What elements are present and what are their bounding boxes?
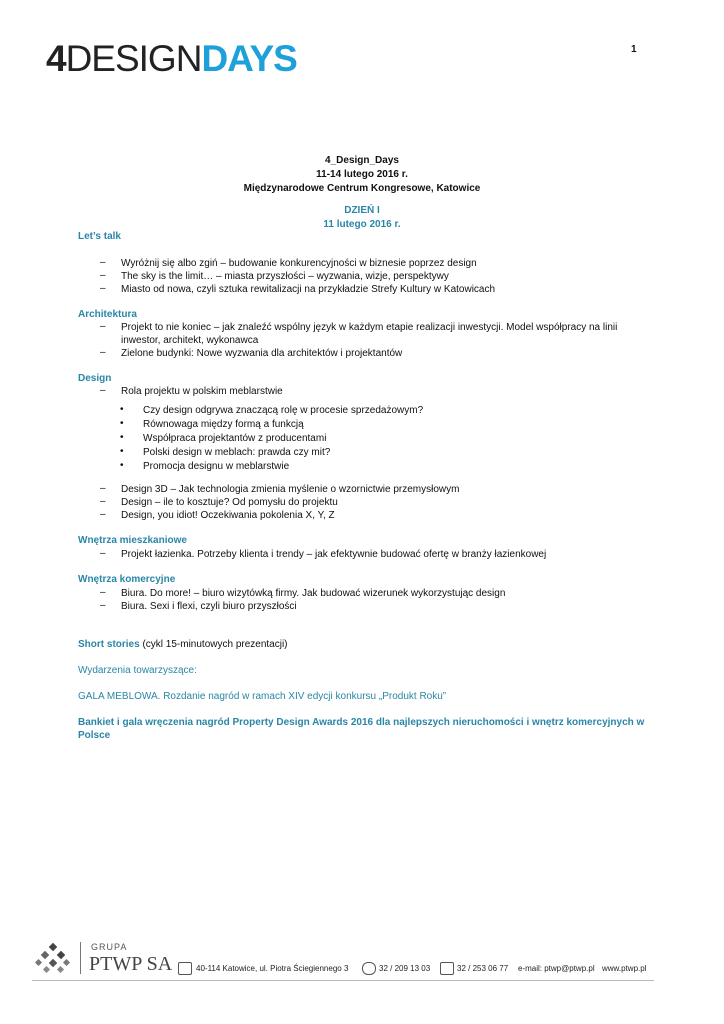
list-item: Design 3D – Jak technologia zmienia myślenie o wzornictwie przemysłowym	[121, 484, 460, 495]
list-item: The sky is the limit… – miasta przyszłości – wyzwania, wizje, perspektywy	[121, 271, 449, 282]
bankiet-line: Bankiet i gala wręczenia nagród Property Design Awards 2016 dla najlepszych nieruchomości i wnętrz komercyjnych w Polsce	[78, 717, 645, 741]
bullet-marker: •	[120, 418, 124, 429]
list-item: Miasto od nowa, czyli sztuka rewitalizacji na przykładzie Strefy Kultury w Katowicach	[121, 284, 496, 295]
short-stories-line	[78, 638, 288, 651]
event-venue: Międzynarodowe Centrum Kongresowe, Katowice	[243, 183, 481, 194]
4designdays-logo: 4DESIGNDAYS	[46, 38, 297, 79]
bullet-item: Polski design w meblach: prawda czy mit?	[143, 447, 331, 458]
dash-marker: –	[100, 600, 106, 611]
dash-marker: –	[100, 548, 106, 559]
footer-fax: 32 / 253 06 77	[457, 964, 509, 973]
side-events-label: Wydarzenia towarzyszące:	[78, 665, 197, 676]
list-item: Design, you idiot! Oczekiwania pokolenia X, Y, Z	[121, 510, 335, 521]
section-title-wnetrza-komercyjne: Wnętrza komercyjne	[78, 574, 176, 585]
section-title-lets-talk: Let’s talk	[78, 231, 121, 242]
short-stories-title: Short stories	[78, 639, 140, 650]
list-item: Biura. Sexi i flexi, czyli biuro przyszłości	[121, 601, 297, 612]
footer-www[interactable]: www.ptwp.pl	[602, 964, 647, 973]
dash-marker: –	[100, 509, 106, 520]
footer-divider	[80, 942, 81, 974]
dash-marker: –	[100, 496, 106, 507]
day-title: DZIEŃ I	[344, 205, 380, 216]
list-item: Projekt to nie koniec – jak znaleźć wspólny język w każdym etapie realizacji inwestycji. Model współpracy na linii inwestor, architekt, wykonawca	[121, 322, 618, 346]
bullet-item: Czy design odgrywa znaczącą rolę w procesie sprzedażowym?	[143, 405, 424, 416]
dash-marker: –	[100, 483, 106, 494]
event-name: 4_Design_Days	[325, 155, 399, 166]
gala-line: GALA MEBLOWA. Rozdanie nagród w ramach XIV edycji konkursu „Produkt Roku”	[78, 691, 447, 702]
bullet-marker: •	[120, 404, 124, 415]
dash-marker: –	[100, 321, 106, 332]
footer-grupa: GRUPA	[91, 942, 128, 952]
day-date: 11 lutego 2016 r.	[323, 219, 401, 230]
section-title-design: Design	[78, 373, 112, 384]
short-stories-note: (cykl 15-minutowych prezentacji)	[139, 639, 288, 650]
list-item: Zielone budynki: Nowe wyzwania dla architektów i projektantów	[121, 348, 403, 359]
bullet-marker: •	[120, 446, 124, 457]
bullet-item: Równowaga między formą a funkcją	[143, 419, 304, 430]
bullet-marker: •	[120, 460, 124, 471]
ptwp-logo-mark-icon	[34, 942, 74, 974]
section-title-wnetrza-mieszkaniowe: Wnętrza mieszkaniowe	[78, 535, 187, 546]
bullet-item: Współpraca projektantów z producentami	[143, 433, 327, 444]
bullet-item: Promocja designu w meblarstwie	[143, 461, 290, 472]
phone-icon	[362, 962, 376, 975]
footer-address: 40-114 Katowice, ul. Piotra Ściegiennego 3	[196, 964, 349, 973]
event-dates: 11-14 lutego 2016 r.	[316, 169, 408, 180]
list-item: Projekt łazienka. Potrzeby klienta i trendy – jak efektywnie budować ofertę w branży łazienkowej	[121, 549, 547, 560]
day-heading	[0, 204, 724, 232]
dash-marker: –	[100, 257, 106, 268]
dash-marker: –	[100, 270, 106, 281]
list-item: Rola projektu w polskim meblarstwie	[121, 386, 283, 397]
mail-icon	[178, 962, 192, 975]
list-item: Wyróżnij się albo zgiń – budowanie konkurencyjności w biznesie poprzez design	[121, 258, 477, 269]
section-title-architektura: Architektura	[78, 309, 137, 320]
page-number: 1	[631, 44, 637, 55]
event-header	[0, 154, 724, 196]
dash-marker: –	[100, 587, 106, 598]
footer-rule	[32, 980, 654, 981]
footer-company: PTWP SA	[89, 953, 173, 975]
footer-phone: 32 / 209 13 03	[379, 964, 431, 973]
list-item: Biura. Do more! – biuro wizytówką firmy. Jak budować wizerunek wykorzystując design	[121, 588, 506, 599]
footer-email[interactable]: e-mail: ptwp@ptwp.pl	[518, 964, 595, 973]
dash-marker: –	[100, 347, 106, 358]
list-item: Design – ile to kosztuje? Od pomysłu do projektu	[121, 497, 338, 508]
dash-marker: –	[100, 385, 106, 396]
dash-marker: –	[100, 283, 106, 294]
fax-icon	[440, 962, 454, 975]
bullet-marker: •	[120, 432, 124, 443]
